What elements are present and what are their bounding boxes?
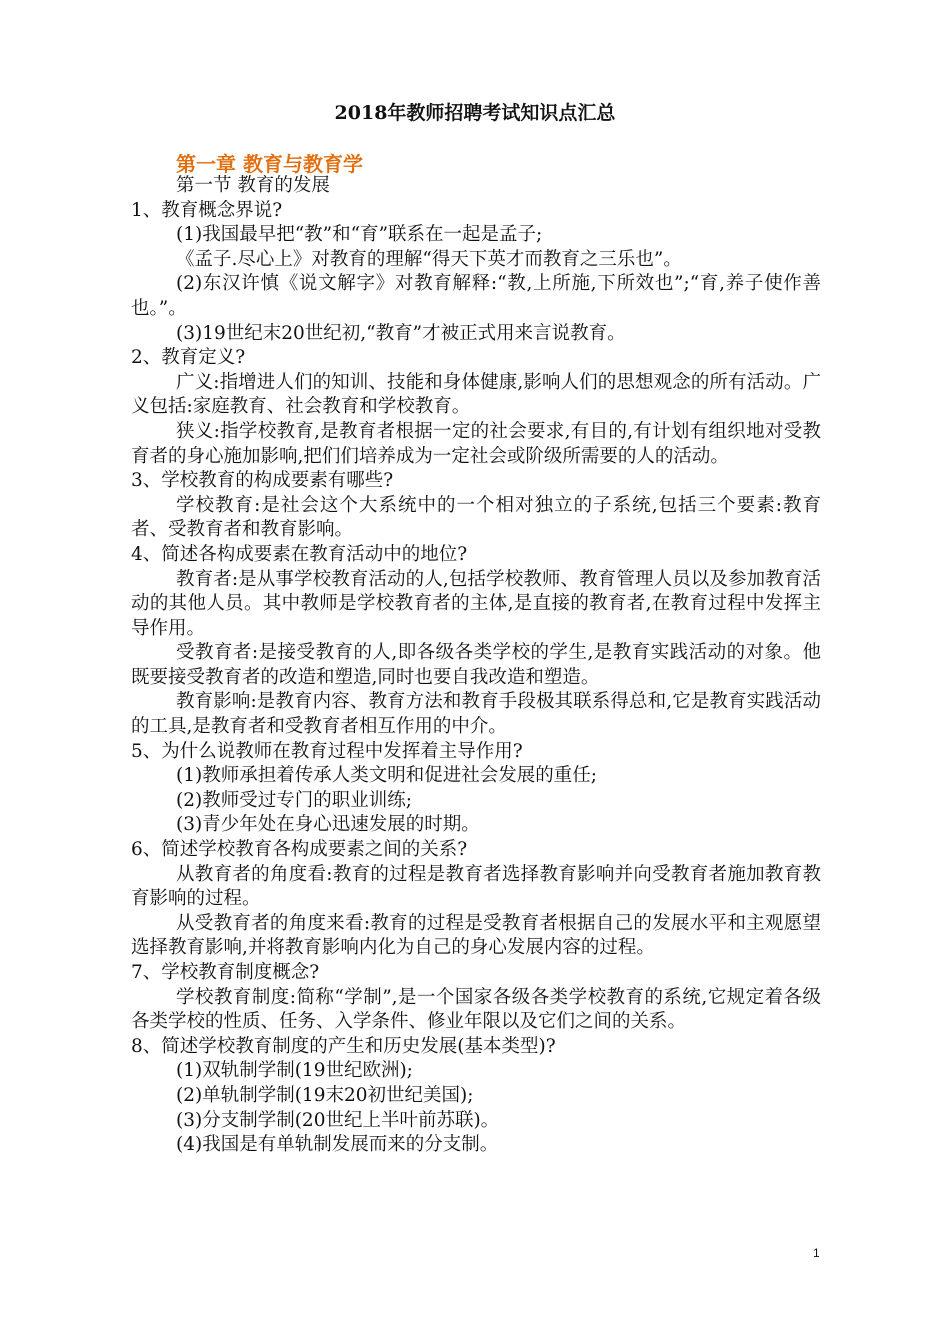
paragraph: (4)我国是有单轨制发展而来的分支制。 — [176, 1134, 499, 1156]
paragraph: (1)我国最早把“教”和“育”联系在一起是孟子; — [176, 224, 543, 246]
paragraph: 狭义:指学校教育,是教育者根据一定的社会要求,有目的,有计划有组织地对受教育者的身心施加影响,把们们培养成为一定社会或阶级所需要的人的活动。 — [131, 420, 821, 467]
paragraph: 《孟子.尽心上》对教育的理解“得天下英才而教育之三乐也”。 — [176, 248, 682, 270]
paragraph: (3)分支制学制(20世纪上半叶前苏联)。 — [176, 1109, 500, 1131]
paragraph: 从教育者的角度看:教育的过程是教育者选择教育影响并向受教育者施加教育教育影响的过程。 — [131, 863, 821, 910]
paragraph: (1)双轨制学制(19世纪欧洲); — [176, 1060, 413, 1082]
paragraph: (2)单轨制学制(19末20初世纪美国); — [176, 1084, 474, 1106]
paragraph: 广义:指增进人们的知训、技能和身体健康,影响人们的思想观念的所有活动。广义包括:家庭教育、社会教育和学校教育。 — [131, 371, 821, 418]
question-heading: 4、简述各构成要素在教育活动中的地位? — [131, 543, 468, 565]
page-number: 1 — [813, 1246, 820, 1260]
paragraph: 教育者:是从事学校教育活动的人,包括学校教师、教育管理人员以及参加教育活动的其他人员。其中教师是学校教育者的主体,是直接的教育者,在教育过程中发挥主导作用。 — [131, 568, 821, 639]
paragraph: 学校教育制度:简称“学制”,是一个国家各级各类学校教育的系统,它规定着各级各类学校的性质、任务、入学条件、修业年限以及它们之间的关系。 — [131, 986, 821, 1033]
question-heading: 3、学校教育的构成要素有哪些? — [131, 470, 394, 492]
document-title: 2018年教师招聘考试知识点汇总 — [334, 102, 616, 124]
document-body — [131, 174, 821, 1158]
paragraph: 受教育者:是接受教育的人,即各级各类学校的学生,是教育实践活动的对象。他既要接受教育者的改造和塑造,同时也要自我改造和塑造。 — [131, 642, 821, 688]
paragraph: (2)教师受过专门的职业训练; — [176, 789, 412, 811]
chapter-heading: 第一章 教育与教育学 — [176, 152, 363, 176]
section-heading: 第一节 教育的发展 — [176, 175, 330, 196]
paragraph: (3)19世纪末20世纪初,“教育”才被正式用来言说教育。 — [176, 322, 626, 344]
paragraph: 教育影响:是教育内容、教育方法和教育手段极其联系得总和,它是教育实践活动的工具,是教育者和受教育者相互作用的中介。 — [131, 691, 821, 738]
paragraph: 从受教育者的角度来看:教育的过程是受教育者根据自己的发展水平和主观愿望选择教育影响,并将教育影响内化为自己的身心发展内容的过程。 — [131, 912, 821, 959]
question-heading: 2、教育定义? — [131, 347, 246, 369]
question-heading: 5、为什么说教师在教育过程中发挥着主导作用? — [131, 740, 523, 762]
question-heading: 6、简述学校教育各构成要素之间的关系? — [131, 839, 468, 861]
paragraph: (3)青少年处在身心迅速发展的时期。 — [176, 814, 480, 836]
question-heading: 7、学校教育制度概念? — [131, 962, 320, 983]
question-heading: 8、简述学校教育制度的产生和历史发展(基本类型)? — [131, 1035, 556, 1057]
paragraph: (2)东汉许慎《说文解字》对教育解释:“教,上所施,下所效也”;“育,养子使作善也。”。 — [131, 273, 821, 319]
question-heading: 1、教育概念界说? — [131, 199, 283, 221]
paragraph: (1)教师承担着传承人类文明和促进社会发展的重任; — [176, 765, 597, 787]
paragraph: 学校教育:是社会这个大系统中的一个相对独立的子系统,包括三个要素:教育者、受教育者和教育影响。 — [131, 494, 821, 541]
